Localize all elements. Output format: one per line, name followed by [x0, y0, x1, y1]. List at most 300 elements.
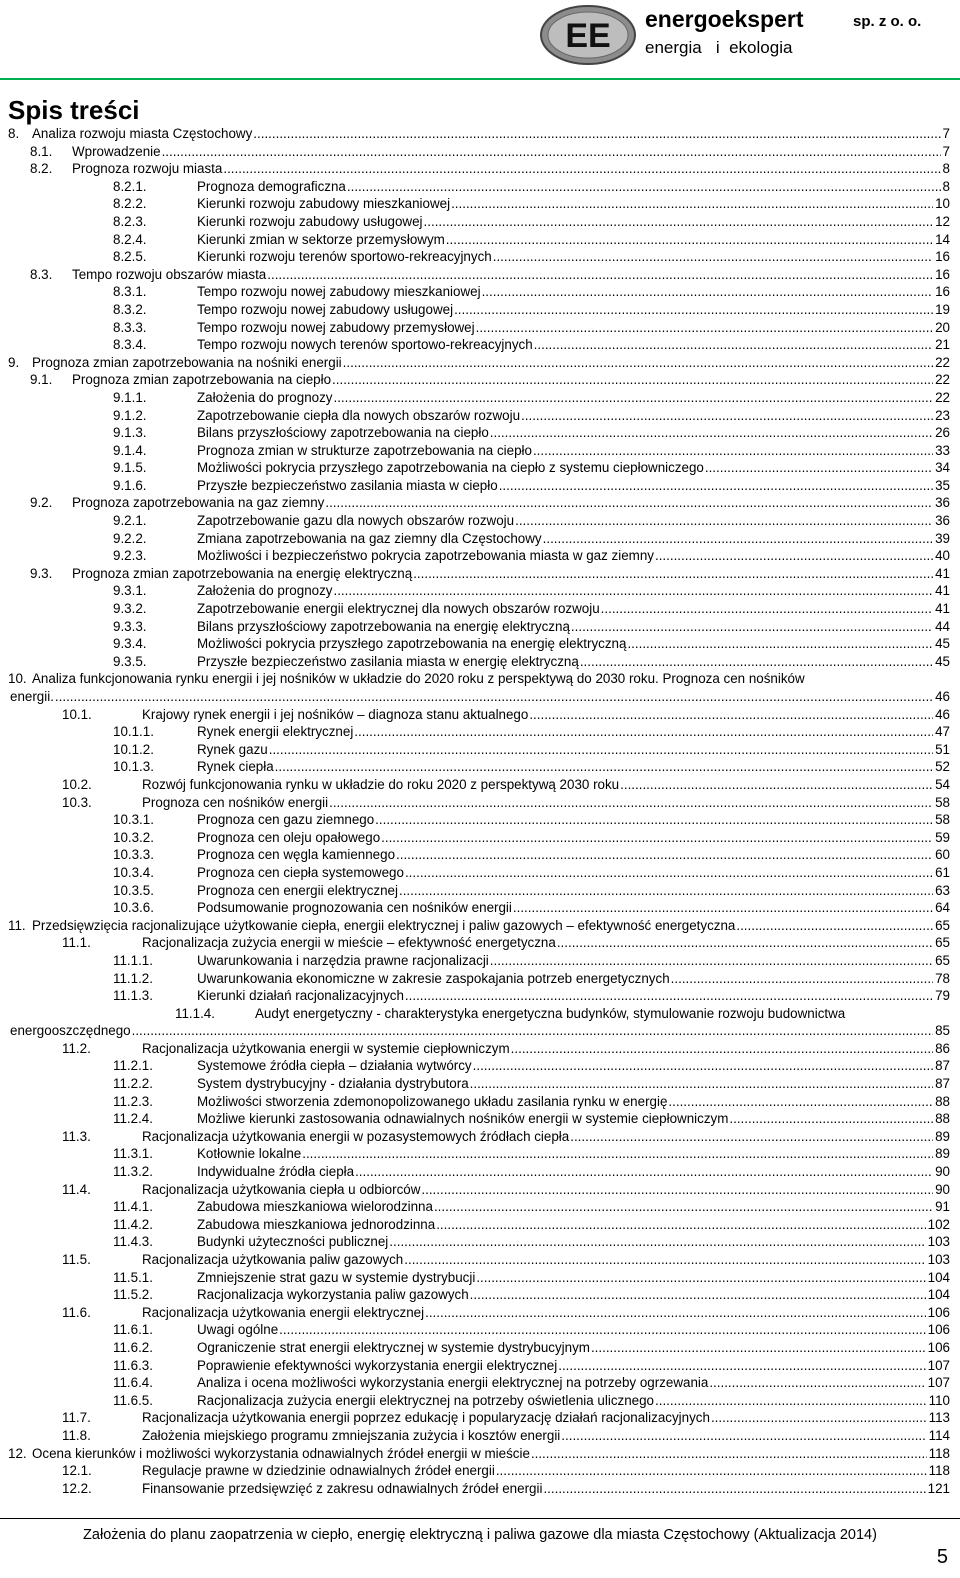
toc-entry-number: 8.3. [30, 266, 53, 282]
toc-entry[interactable] [0, 864, 960, 882]
toc-entry[interactable] [0, 635, 960, 653]
toc-leader-dots [627, 635, 933, 653]
toc-entry-title: Przedsięwzięcia racjonalizujące użytkowanie ciepła, energii elektrycznej i paliw gazowych – efektywność energetyczna [32, 917, 736, 933]
toc-entry-page: 45 [935, 653, 950, 669]
toc-leader-dots [620, 776, 933, 794]
toc-leader-dots [279, 1321, 926, 1339]
toc-entry-number: 11.6.5. [113, 1392, 153, 1408]
toc-leader-dots [571, 618, 933, 636]
toc-entry-title: Rynek gazu [197, 741, 268, 757]
toc-entry[interactable] [0, 336, 960, 354]
toc-entry-page: 87 [935, 1058, 950, 1074]
toc-entry[interactable] [0, 882, 960, 900]
toc-entry-page: 64 [935, 900, 950, 916]
footer-text: Założenia do planu zaopatrzenia w ciepło, energię elektryczną i paliwa gazowe dla miasta Częstochowy (Aktualizacja 2014) [83, 1527, 877, 1543]
toc-entry[interactable] [0, 723, 960, 741]
toc-leader-dots [558, 1357, 925, 1375]
toc-leader-dots [275, 758, 933, 776]
toc-entry-page: 45 [935, 636, 950, 652]
toc-entry[interactable] [0, 248, 960, 266]
footer-divider [0, 1518, 960, 1519]
toc-leader-dots [482, 283, 934, 301]
toc-entry[interactable] [0, 600, 960, 618]
toc-entry-page: 22 [935, 389, 950, 405]
toc-leader-dots [253, 125, 940, 143]
toc-entry-title: Systemowe źródła ciepła – działania wytwórcy [197, 1058, 472, 1074]
toc-entry-page: 78 [935, 970, 950, 986]
toc-entry-number: 10.3.4. [113, 864, 154, 880]
toc-entry-page: 61 [935, 864, 950, 880]
toc-entry-number: 10. [8, 671, 27, 687]
toc-entry-title: Założenia do prognozy [197, 389, 333, 405]
toc-entry-page: 65 [935, 935, 950, 951]
toc-entry-number: 9. [8, 354, 20, 370]
toc-entry-page: 10 [935, 196, 950, 212]
toc-entry-page: 88 [935, 1111, 950, 1127]
toc-entry-page: 110 [928, 1392, 950, 1408]
toc-leader-dots [499, 477, 933, 495]
toc-entry[interactable] [0, 178, 960, 196]
toc-entry[interactable] [0, 970, 960, 988]
toc-entry[interactable] [0, 618, 960, 636]
toc-entry-number: 11.6.4. [113, 1375, 153, 1391]
toc-leader-dots [655, 547, 933, 565]
toc-leader-dots [513, 899, 933, 917]
toc-entry-title: Ograniczenie strat energii elektrycznej w systemie dystrybucyjnym [197, 1339, 590, 1355]
toc-entry[interactable] [0, 565, 960, 583]
toc-entry-title: Prognoza rozwoju miasta [72, 161, 223, 177]
toc-entry[interactable] [0, 1128, 960, 1146]
toc-leader-dots [729, 1110, 933, 1128]
toc-entry-number: 11.3.1. [113, 1146, 153, 1162]
toc-entry[interactable] [0, 477, 960, 495]
toc-entry[interactable] [0, 1304, 960, 1322]
toc-entry-page: 39 [935, 530, 950, 546]
toc-entry-number: 8.3.1. [113, 284, 147, 300]
page-title: Spis treści [8, 95, 140, 125]
toc-entry-title: Możliwości i bezpieczeństwo pokrycia zapotrzebowania miasta w gaz ziemny [197, 548, 654, 564]
toc-entry-number: 10.3.1. [113, 812, 154, 828]
toc-entry-number: 11.5.2. [113, 1287, 153, 1303]
toc-entry-title: System dystrybucyjny - działania dystrybutora [197, 1076, 469, 1092]
toc-entry[interactable] [0, 1480, 960, 1498]
toc-leader-dots [267, 266, 933, 284]
toc-entry-page: 16 [935, 284, 950, 300]
toc-entry-title: Tempo rozwoju nowej zabudowy mieszkaniowej [197, 284, 481, 300]
toc-entry[interactable] [0, 1093, 960, 1111]
toc-leader-dots [333, 582, 933, 600]
toc-entry-number: 12.1. [62, 1463, 92, 1479]
toc-leader-dots [473, 1057, 933, 1075]
toc-entry[interactable] [0, 195, 960, 213]
toc-leader-dots [543, 530, 933, 548]
toc-entry[interactable] [0, 1057, 960, 1075]
toc-entry-title: Krajowy rynek energii i jej nośników – diagnoza stanu aktualnego [142, 706, 529, 722]
toc-entry-page: 34 [935, 460, 950, 476]
toc-entry[interactable] [0, 846, 960, 864]
toc-entry-title: Racjonalizacja użytkowania ciepła u odbiorców [142, 1181, 421, 1197]
toc-leader-dots [55, 688, 933, 706]
toc-entry-page: 8 [942, 178, 950, 194]
toc-entry[interactable] [0, 1339, 960, 1357]
header-divider [0, 78, 960, 80]
toc-entry[interactable] [0, 1269, 960, 1287]
toc-entry-page: 106 [927, 1322, 950, 1338]
toc-entry-page: 20 [935, 319, 950, 335]
toc-entry[interactable] [0, 1374, 960, 1392]
toc-entry-number: 11.2. [62, 1040, 91, 1056]
toc-entry[interactable] [0, 582, 960, 600]
toc-entry-title: Uwarunkowania i narzędzia prawne racjonalizacji [197, 952, 489, 968]
toc-leader-dots [570, 1128, 933, 1146]
toc-entry-number: 10.3.3. [113, 847, 154, 863]
toc-entry-title: Racjonalizacja wykorzystania paliw gazowych [197, 1287, 469, 1303]
toc-entry[interactable] [0, 1357, 960, 1375]
toc-entry-page: 107 [927, 1357, 950, 1373]
toc-entry-number: 8.2.3. [113, 213, 147, 229]
toc-entry-page: 21 [935, 337, 950, 353]
toc-entry[interactable] [0, 917, 960, 935]
toc-entry-title: Racjonalizacja użytkowania energii elektrycznej [142, 1304, 425, 1320]
toc-entry-page: 65 [935, 917, 950, 933]
toc-entry-number: 10.2. [62, 776, 92, 792]
toc-entry-title: Możliwe kierunki zastosowania odnawialnych nośników energii w systemie ciepłowniczym [197, 1111, 729, 1127]
toc-entry[interactable] [0, 1233, 960, 1251]
toc-entry[interactable] [0, 1145, 960, 1163]
toc-leader-dots [347, 178, 941, 196]
toc-entry-page: 46 [935, 706, 950, 722]
toc-entry[interactable] [0, 512, 960, 530]
toc-entry-page: 41 [935, 601, 950, 617]
toc-entry[interactable] [0, 1181, 960, 1199]
toc-entry-number: 9.2.1. [113, 513, 147, 529]
toc-entry-number: 11.1.2. [113, 970, 153, 986]
toc-entry-number: 9.3.1. [113, 583, 147, 599]
toc-entry-number: 9.2. [30, 495, 53, 511]
toc-entry-title: Przyszłe bezpieczeństwo zasilania miasta w ciepło [197, 477, 498, 493]
toc-entry-number: 8.3.4. [113, 337, 147, 353]
toc-entry-title: Audyt energetyczny - charakterystyka energetyczna budynków, stymulowanie rozwoju budownictwa [255, 1005, 846, 1021]
toc-leader-dots [601, 600, 933, 618]
toc-entry-title: Zabudowa mieszkaniowa jednorodzinna [197, 1216, 436, 1232]
toc-entry-title-continuation: energooszczędnego [10, 1023, 131, 1039]
toc-entry[interactable] [0, 389, 960, 407]
toc-leader-dots [436, 1216, 925, 1234]
toc-entry[interactable] [0, 706, 960, 724]
toc-leader-dots [493, 248, 933, 266]
toc-leader-dots [396, 846, 933, 864]
toc-entry-number: 9.1. [30, 372, 53, 388]
toc-entry-number: 11.6.2. [113, 1339, 153, 1355]
toc-entry-page: 89 [935, 1146, 950, 1162]
toc-entry-number: 11.2.3. [113, 1093, 153, 1109]
toc-entry-page: 7 [942, 126, 950, 141]
toc-entry[interactable] [0, 266, 960, 284]
toc-entry[interactable] [0, 1075, 960, 1093]
toc-entry-number: 9.1.1. [113, 389, 147, 405]
toc-leader-dots [329, 794, 933, 812]
toc-entry-number: 9.1.4. [113, 442, 147, 458]
toc-entry-number: 11.4.1. [113, 1199, 153, 1215]
toc-leader-dots [446, 231, 933, 249]
toc-entry-page: 79 [935, 988, 950, 1004]
toc-entry[interactable] [0, 1251, 960, 1269]
brand-name: energoekspert [645, 6, 804, 32]
toc-entry-number: 9.3. [30, 565, 53, 581]
toc-entry[interactable] [0, 283, 960, 301]
toc-entry-title: Możliwości pokrycia przyszłego zapotrzebowania na ciepło z systemu ciepłowniczego [197, 460, 704, 476]
toc-leader-dots [476, 319, 933, 337]
toc-entry-number: 11.2.4. [113, 1111, 153, 1127]
toc-leader-dots [381, 829, 933, 847]
toc-entry-page: 87 [935, 1076, 950, 1092]
toc-entry-page: 54 [935, 776, 950, 792]
toc-entry-page: 118 [928, 1445, 950, 1461]
toc-entry[interactable] [0, 547, 960, 565]
toc-entry-title: Ocena kierunków i możliwości wykorzystania odnawialnych źródeł energii w mieście [32, 1445, 530, 1461]
toc-leader-dots [421, 1181, 933, 1199]
toc-entry-title: Zapotrzebowanie gazu dla nowych obszarów rozwoju [197, 513, 515, 529]
toc-leader-dots [424, 213, 934, 231]
toc-entry[interactable] [0, 934, 960, 952]
toc-entry[interactable] [0, 758, 960, 776]
toc-entry-page: 121 [927, 1480, 950, 1496]
toc-entry-page: 33 [935, 442, 950, 458]
toc-entry-number: 11.4. [62, 1181, 91, 1197]
toc-entry-title: Prognoza cen energii elektrycznej [197, 882, 398, 898]
brand-suffix: sp. z o. o. [853, 13, 922, 30]
toc-leader-dots [470, 1286, 926, 1304]
toc-entry[interactable] [0, 125, 960, 143]
toc-entry-title: Indywidualne źródła ciepła [197, 1164, 355, 1180]
toc-entry[interactable] [0, 776, 960, 794]
toc-entry-title: Racjonalizacja użytkowania energii w systemie ciepłowniczym [142, 1040, 510, 1056]
toc-leader-dots [375, 811, 933, 829]
toc-entry-page: 16 [935, 266, 950, 282]
toc-entry[interactable] [0, 653, 960, 671]
toc-entry-number: 9.1.5. [113, 460, 147, 476]
toc-entry-number: 12. [8, 1445, 27, 1461]
toc-entry-title: Tempo rozwoju obszarów miasta [72, 266, 267, 282]
toc-entry-number: 11.3. [62, 1128, 91, 1144]
toc-entry-page: 102 [927, 1216, 950, 1232]
toc-entry-title: Prognoza zmian zapotrzebowania na energię elektryczną [72, 565, 413, 581]
toc-entry-number: 11.1.3. [113, 988, 153, 1004]
toc-leader-dots [162, 143, 941, 161]
toc-leader-dots [534, 336, 933, 354]
toc-entry-title: Zmniejszenie strat gazu w systemie dystrybucji [197, 1269, 476, 1285]
toc-entry-title: Racjonalizacja użytkowania energii poprzez edukację i popularyzację działań racjonalizacyjnych [142, 1410, 710, 1426]
toc-entry-number: 11.5. [62, 1252, 91, 1267]
toc-leader-dots [736, 917, 933, 935]
toc-entry-page: 14 [935, 231, 950, 247]
toc-entry-title: Założenia miejskiego programu zmniejszania zużycia i kosztów energii [142, 1427, 561, 1443]
toc-entry-title: Bilans przyszłościowy zapotrzebowania na ciepło [197, 425, 489, 441]
toc-entry-page: 19 [935, 301, 950, 317]
toc-entry[interactable] [0, 213, 960, 231]
toc-entry-title: Prognoza zmian w strukturze zapotrzebowania na ciepło [197, 442, 532, 458]
toc-entry-page: 41 [935, 583, 950, 599]
toc-entry-number: 8.3.3. [113, 319, 147, 335]
toc-entry[interactable] [0, 160, 960, 178]
toc-entry[interactable] [0, 371, 960, 389]
toc-leader-dots [557, 934, 933, 952]
toc-leader-dots [389, 1233, 925, 1251]
toc-entry-number: 11.1. [62, 935, 91, 951]
toc-entry-title: Zapotrzebowanie energii elektrycznej dla nowych obszarów rozwoju [197, 601, 600, 617]
toc-entry-title: Budynki użyteczności publicznej [197, 1234, 389, 1250]
toc-entry[interactable] [0, 829, 960, 847]
toc-entry-number: 11.7. [62, 1410, 91, 1426]
brand-tagline: energia i ekologia [645, 38, 793, 57]
toc-leader-dots [354, 723, 933, 741]
toc-entry-title: Poprawienie efektywności wykorzystania energii elektrycznej [197, 1357, 558, 1373]
toc-entry[interactable] [0, 987, 960, 1005]
toc-entry-page: 91 [935, 1199, 950, 1215]
toc-leader-dots [434, 1198, 933, 1216]
toc-entry-title: Przyszłe bezpieczeństwo zasilania miasta w energię elektryczną [197, 653, 579, 669]
toc-entry-number: 9.1.3. [113, 425, 147, 441]
toc-entry-title: Tempo rozwoju nowych terenów sportowo-rekreacyjnych [197, 337, 533, 353]
toc-entry-number: 11.6.3. [113, 1357, 153, 1373]
toc-entry-title: Kotłownie lokalne [197, 1146, 302, 1162]
toc-entry-page: 106 [927, 1304, 950, 1320]
toc-entry[interactable] [0, 811, 960, 829]
toc-entry[interactable] [0, 794, 960, 812]
toc-entry-title: Kierunki działań racjonalizacyjnych [197, 988, 404, 1004]
toc-entry[interactable] [0, 301, 960, 319]
toc-entry[interactable] [0, 1040, 960, 1058]
toc-entry[interactable] [0, 442, 960, 460]
toc-entry-title: Analiza funkcjonowania rynku energii i jej nośników w układzie do 2020 roku z perspektywą do 2030 roku. Prognoza cen nośników [32, 671, 805, 687]
toc-entry-page: 103 [927, 1234, 950, 1250]
toc-entry-page: 63 [935, 882, 950, 898]
toc-entry[interactable] [0, 1005, 960, 1040]
toc-entry-page: 89 [935, 1128, 950, 1144]
toc-entry-number: 8. [8, 126, 20, 141]
toc-entry[interactable] [0, 1427, 960, 1445]
toc-entry-number: 10.1.1. [113, 724, 154, 740]
toc-entry-title: Racjonalizacja użytkowania energii w pozasystemowych źródłach ciepła [142, 1128, 570, 1144]
toc-leader-dots [668, 1093, 933, 1111]
toc-entry[interactable] [0, 1409, 960, 1427]
toc-leader-dots [709, 1374, 925, 1392]
toc-entry-number: 11. [8, 917, 26, 933]
toc-entry[interactable] [0, 231, 960, 249]
toc-entry-number: 10.1. [62, 706, 92, 722]
toc-entry-title: Bilans przyszłościowy zapotrzebowania na energię elektryczną [197, 618, 570, 634]
toc-entry-title: Podsumowanie prognozowania cen nośników energii [197, 900, 512, 916]
toc-entry[interactable] [0, 1392, 960, 1410]
toc-entry[interactable] [0, 319, 960, 337]
toc-leader-dots [269, 741, 933, 759]
toc-entry-page: 58 [935, 794, 950, 810]
toc-entry[interactable] [0, 354, 960, 372]
toc-entry-page: 118 [928, 1463, 950, 1479]
toc-leader-dots [511, 1040, 933, 1058]
toc-leader-dots [490, 424, 933, 442]
toc-entry-page: 114 [928, 1427, 950, 1443]
toc-entry[interactable] [0, 741, 960, 759]
toc-entry[interactable] [0, 459, 960, 477]
toc-entry-page: 86 [935, 1040, 950, 1056]
toc-leader-dots [515, 512, 933, 530]
toc-entry-page: 36 [935, 495, 950, 511]
toc-entry-page: 35 [935, 477, 950, 493]
toc-entry-title: Regulacje prawne w dziedzinie odnawialnych źródeł energii [142, 1463, 495, 1479]
toc-entry-title: Założenia do prognozy [197, 583, 333, 599]
toc-entry-number: 8.3.2. [113, 301, 147, 317]
toc-leader-dots [451, 195, 933, 213]
toc-entry-number: 9.1.6. [113, 477, 147, 493]
toc-leader-dots [529, 706, 933, 724]
toc-entry[interactable] [0, 143, 960, 161]
toc-entry[interactable] [0, 1462, 960, 1480]
toc-entry-title: Tempo rozwoju nowej zabudowy przemysłowej [197, 319, 475, 335]
toc-entry-title: Racjonalizacja zużycia energii elektrycznej na potrzeby oświetlenia ulicznego [197, 1392, 655, 1408]
toc-entry-number: 8.2. [30, 161, 53, 177]
toc-entry-number: 11.4.3. [113, 1234, 153, 1250]
toc-entry[interactable] [0, 1286, 960, 1304]
toc-entry-title: Prognoza zmian zapotrzebowania na nośniki energii [32, 354, 342, 370]
energoekspert-logo-icon [538, 3, 638, 67]
toc-entry-number: 9.2.3. [113, 548, 147, 564]
toc-entry[interactable] [0, 1110, 960, 1128]
toc-entry-title: Prognoza cen węgla kamiennego [197, 847, 396, 863]
toc-entry-number: 10.1.2. [113, 741, 154, 757]
toc-entry-number: 11.8. [62, 1427, 91, 1443]
toc-entry[interactable] [0, 494, 960, 512]
toc-leader-dots [580, 653, 933, 671]
toc-entry[interactable] [0, 530, 960, 548]
toc-entry-page: 22 [935, 372, 950, 388]
toc-entry-page: 47 [935, 724, 950, 740]
toc-entry-page: 41 [935, 565, 950, 581]
toc-entry-number: 9.3.2. [113, 601, 147, 617]
toc-entry-page: 90 [935, 1164, 950, 1180]
toc-entry[interactable] [0, 407, 960, 425]
toc-entry-title: Wprowadzenie [72, 143, 161, 159]
toc-entry-title: Finansowanie przedsięwzięć z zakresu odnawialnych źródeł energii [142, 1480, 543, 1496]
toc-leader-dots [302, 1145, 933, 1163]
toc-entry-page: 60 [935, 847, 950, 863]
toc-entry[interactable] [0, 1445, 960, 1463]
toc-entry-number: 11.5.1. [113, 1269, 153, 1285]
toc-entry-title: Analiza rozwoju miasta Częstochowy [32, 126, 253, 141]
toc-entry-title: Tempo rozwoju nowej zabudowy usługowej [197, 301, 454, 317]
toc-entry-number: 10.3. [62, 794, 92, 810]
toc-entry[interactable] [0, 952, 960, 970]
toc-entry-page: 51 [935, 741, 950, 757]
toc-entry-page: 107 [927, 1375, 950, 1391]
toc-entry-number: 12.2. [62, 1480, 92, 1496]
toc-entry[interactable] [0, 670, 960, 705]
toc-entry[interactable] [0, 899, 960, 917]
toc-entry-number: 11.2.2. [113, 1076, 153, 1092]
toc-entry[interactable] [0, 1198, 960, 1216]
toc-entry[interactable] [0, 1163, 960, 1181]
toc-entry-title-continuation: energii. [10, 689, 54, 704]
toc-entry-number: 11.1.1. [113, 952, 153, 968]
toc-entry[interactable] [0, 1321, 960, 1339]
toc-entry[interactable] [0, 1216, 960, 1234]
toc-entry-page: 44 [935, 618, 950, 634]
toc-leader-dots [496, 1462, 927, 1480]
toc-entry-title: Możliwości stworzenia zdemonopolizowanego układu zasilania rynku w energię [197, 1093, 668, 1109]
toc-entry[interactable] [0, 424, 960, 442]
toc-entry-title: Uwagi ogólne [197, 1322, 279, 1338]
toc-entry-title: Rynek ciepła [197, 759, 274, 775]
